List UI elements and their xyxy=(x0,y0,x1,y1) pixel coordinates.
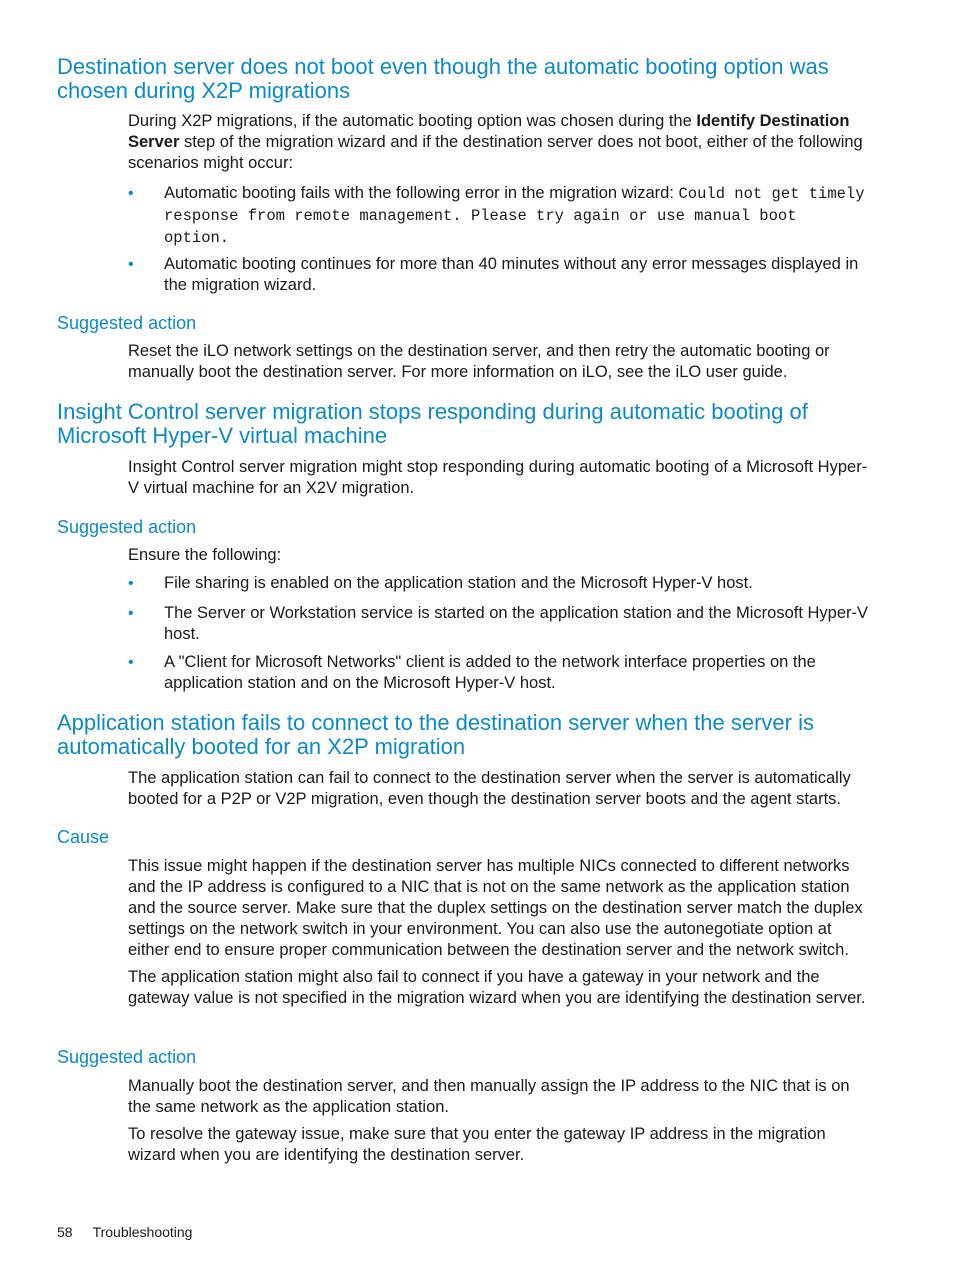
bullet-icon: • xyxy=(128,256,134,273)
list-item: • Automatic booting fails with the following error in the migration wizard: Could not get timely response from remote management. Please try again or use manual boot option. xyxy=(128,184,865,247)
page-number: 58 xyxy=(57,1224,73,1240)
section3-action-paragraph-2: To resolve the gateway issue, make sure that you enter the gateway IP address in the migration wizard when you are identifying the destination server. xyxy=(128,1125,826,1164)
cause-heading: Cause xyxy=(57,827,110,847)
suggested-action-heading: Suggested action xyxy=(57,1047,197,1067)
section-title-hyperv-stops-responding: Insight Control server migration stops responding during automatic booting of Microsoft Hyper-V virtual machine xyxy=(57,399,808,448)
section1-action-text: Reset the iLO network settings on the destination server, and then retry the automatic booting or manually boot the destination server. For more information on iLO, see the iLO user guide. xyxy=(128,342,830,381)
page-footer xyxy=(57,1223,192,1241)
section2-action-intro: Ensure the following: xyxy=(128,546,282,564)
list-item: • The Server or Workstation service is started on the application station and the Microsoft Hyper-V host. xyxy=(128,604,869,643)
section2-intro: Insight Control server migration might stop responding during automatic booting of a Microsoft Hyper-V virtual machine for an X2V migration. xyxy=(128,458,868,497)
section3-action-paragraph-1: Manually boot the destination server, and then manually assign the IP address to the NIC that is on the same network as the application station. xyxy=(128,1077,850,1116)
section3-intro: The application station can fail to connect to the destination server when the server is automatically booted for a P2P or V2P migration, even though the destination server boots and the agent starts. xyxy=(128,769,851,808)
bullet-icon: • xyxy=(128,654,134,671)
suggested-action-heading: Suggested action xyxy=(57,313,197,333)
section-title-boot-failure: Destination server does not boot even though the automatic booting option was chosen during X2P migrations xyxy=(57,54,829,103)
section3-cause-paragraph-2: The application station might also fail to connect if you have a gateway in your network and the gateway value is not specified in the migration wizard when you are identifying the destination server. xyxy=(128,968,866,1007)
list-item: • Automatic booting continues for more than 40 minutes without any error messages displayed in the migration wizard. xyxy=(128,255,859,294)
error-message-code: Could not get timely response from remote management. Please try again or use manual boot option. xyxy=(164,185,865,247)
footer-section-name: Troubleshooting xyxy=(92,1224,193,1240)
list-item: • A "Client for Microsoft Networks" client is added to the network interface properties on the application station and on the Microsoft Hyper-V host. xyxy=(128,653,816,692)
bullet-icon: • xyxy=(128,185,134,202)
list-item: • File sharing is enabled on the application station and the Microsoft Hyper-V host. xyxy=(128,574,753,592)
bullet-icon: • xyxy=(128,575,134,592)
identify-destination-server-term: Identify Destination Server xyxy=(128,112,850,151)
bullet-icon: • xyxy=(128,605,134,622)
suggested-action-heading: Suggested action xyxy=(57,517,197,537)
section1-intro: During X2P migrations, if the automatic booting option was chosen during the Identify Destination Server step of the migration wizard and if the destination server does not boot, either of the following scenarios might occur: xyxy=(128,112,863,172)
section3-cause-paragraph-1: This issue might happen if the destination server has multiple NICs connected to different networks and the IP address is configured to a NIC that is not on the same network as the application station and the source server. Make sure that the duplex settings on the destination server match the duplex settings on the network switch in your environment. You can also use the autonegotiate option at either end to ensure proper communication between the destination server and the network switch. xyxy=(128,857,863,959)
section-title-app-station-connect-failure: Application station fails to connect to the destination server when the server is automatically booted for an X2P migration xyxy=(57,710,814,759)
